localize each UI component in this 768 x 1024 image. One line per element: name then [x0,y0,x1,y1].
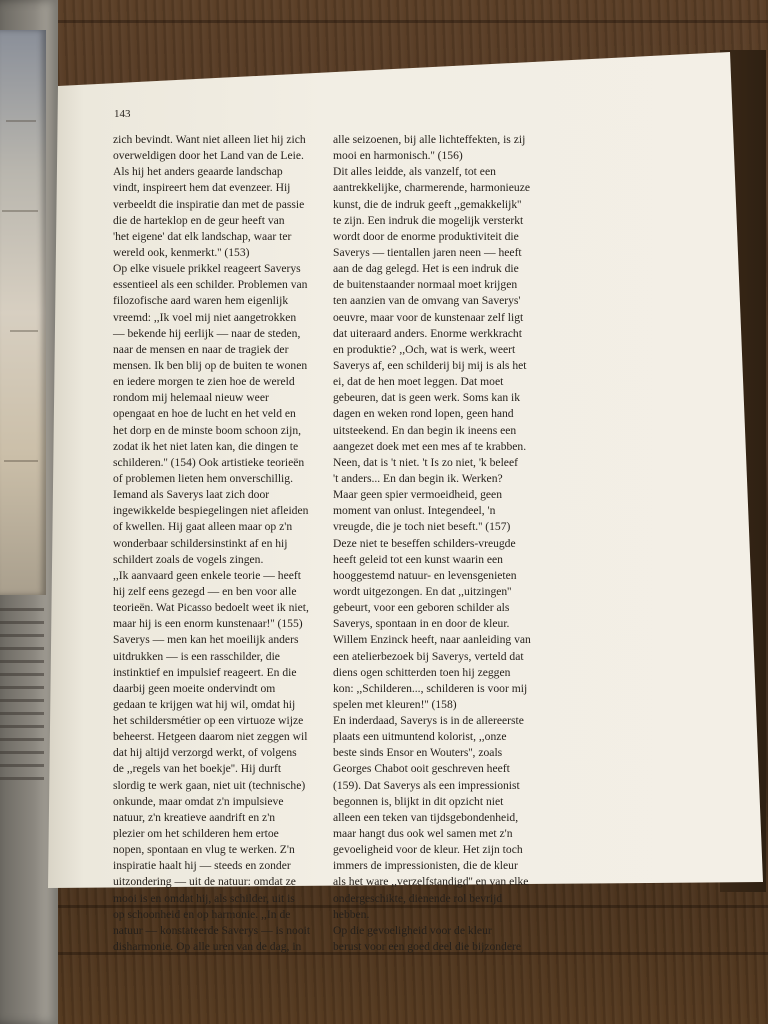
text-line: beste sinds Ensor en Wouters'', zoals [333,746,503,760]
text-line: een atelierbezoek bij Saverys, verteld dat [333,649,524,663]
text-line: nopen, spontaan en vlug te werken. Z'n [113,843,295,857]
text-line: disharmonie. Op alle uren van de dag, in [113,940,302,954]
text-line: ei, dat de hen moet leggen. Dat moet [333,375,504,389]
text-line: opengaat en hoe de lucht en het veld en [113,407,296,421]
text-line: of kwellen. Hij gaat alleen maar op z'n [113,520,293,534]
text-line: Saverys — men kan het moeilijk anders [113,633,299,647]
text-line: gedaan te krijgen wat hij wil, omdat hij [113,697,296,711]
text-line: aangezet doek met een mes af te krabben. [333,439,527,453]
text-line: dat hij altijd verzorgd werkt, of volgens [113,746,297,760]
text-line: daarbij geen moeite ondervindt om [113,681,276,695]
text-line: essentieel als een schilder. Problemen van [113,278,308,292]
text-line: aantrekkelijke, charmerende, harmonieuze [333,181,530,195]
text-line: plezier om het schilderen hem ertoe [113,827,279,841]
text-line: Op elke visuele prikkel reageert Saverys [113,262,301,276]
text-line: het dorp en de minste boom schoon zijn, [113,423,302,437]
text-line: zich bevindt. Want niet alleen liet hij zich [113,133,306,146]
text-line: oeuvre, maar voor de kunstenaar zelf ligt [333,310,524,324]
text-line: uitzondering — uit de natuur: omdat ze [113,875,296,889]
text-line: gevoeligheid voor de kleur. Het zijn toch [333,843,523,857]
text-line: dat uiteraard anders. Enorme werkkracht [333,326,522,340]
text-line: kon: ,,Schilderen..., schilderen is voor mij [333,681,528,695]
text-line: berust voor een goed deel die bijzondere [333,940,522,954]
text-line: hij zelf eens gezegd — en ben voor alle [113,584,297,598]
text-line: dagen en weken rond lopen, geen hand [333,407,514,421]
text-line: Maar geen spier vermoeidheid, geen [333,488,503,502]
text-line: slordig te werk gaan, niet uit (technische) [113,778,306,792]
text-line: alleen een teken van tijdsgebondenheid, [333,810,519,824]
text-line: begonnen is, blijkt in dit opzicht niet [333,794,504,808]
text-line: inspiratie haalt hij — steeds en zonder [113,859,291,873]
text-line: Georges Chabot ooit geschreven heeft [333,762,510,776]
text-line: natuur, z'n kreatieve aandrift en z'n [113,810,276,824]
text-line: Dit alles leidde, als vanzelf, tot een [333,165,496,179]
text-line: Saverys, spontaan in en door de kleur. [333,617,510,631]
text-line: teorieën. Wat Picasso bedoelt weet ik niet, [113,601,309,615]
text-line: wonderbaar schildersinstinkt af en hij [113,536,288,550]
text-line: maar hangt dus ook wel samen met z'n [333,827,513,841]
text-line: spelen met kleuren!'' (158) [333,697,457,711]
text-line: zodat ik het niet laten kan, die dingen te [113,439,299,453]
text-line: Deze niet te beseffen schilders-vreugde [333,536,516,550]
text-line: en produktie? ,,Och, wat is werk, weert [333,342,516,356]
text-line: die de harteklop en de geur heeft van [113,213,285,227]
text-line: schildert zoals de vogels zingen. [113,552,264,566]
text-line: 't anders... En dan begin ik. Werken? [333,471,503,485]
text-line: vreemd: ,,Ik voel mij niet aangetrokken [113,310,297,324]
text-line: maar hij is een enorm kunstenaar!'' (155) [113,617,303,631]
text-line: of problemen lieten hem onverschillig. [113,471,293,485]
text-line: diens ogen schitterden toen hij zeggen [333,665,511,679]
text-line: te zijn. Een indruk die mogelijk versterkt [333,213,524,227]
text-line: naar de mensen en naar de tragiek der [113,342,289,356]
text-line: op schoonheid en op harmonie. ,,In de [113,907,291,921]
facing-page-text [0,600,44,900]
text-line: En inderdaad, Saverys is in de allereerste [333,714,524,728]
text-line: ten aanzien van de omvang van Saverys' [333,294,521,308]
text-line: vindt, inspireert hem dat evenzeer. Hij [113,181,291,195]
text-line: schilderen.'' (154) Ook artistieke teorieën [113,455,305,469]
text-line: Iemand als Saverys laat zich door [113,488,270,502]
text-line: en iedere morgen te zien hoe de wereld [113,375,295,389]
text-line: mensen. Ik ben blij op de buiten te wonen [113,358,308,372]
text-line: mooi is en omdat hij, als schilder, uit is [113,891,295,905]
text-line: hebben. [333,907,370,921]
text-line: ondergeschikte, dienende rol bevrijd [333,891,503,905]
text-line: heeft geleid tot een kunst waarin een [333,552,503,566]
facing-page-illustration [0,30,46,595]
text-line: ingewikkelde bespiegelingen niet afleiden [113,504,309,518]
page-number: 143 [114,108,131,120]
text-line: ,,Ik aanvaard geen enkele teorie — heeft [113,568,301,582]
text-line: Als hij het anders geaarde landschap [113,165,283,179]
text-line: hooggestemd natuur- en levensgenieten [333,568,517,582]
text-line: Op die gevoeligheid voor de kleur [333,923,492,937]
text-line: (159). Dat Saverys als een impressionist [333,778,520,792]
text-line: als het ware ,,verzelfstandigd'' en van elke [333,875,529,889]
text-line: instinktief en impulsief reageert. En die [113,665,297,679]
text-line: verbeeldt die inspiratie dan met de passie [113,197,305,211]
text-line: 'het eigene' dat elk landschap, waar ter [113,229,292,243]
text-line: wordt uitgezongen. En dat ,,uitzingen'' [333,584,512,598]
text-line: wordt door de enorme produktiviteit die [333,229,519,243]
text-line: moment van onlust. Integendeel, 'n [333,504,496,518]
table-grain [0,20,768,23]
text-line: vreugde, die je toch niet beseft.'' (157) [333,520,511,534]
text-line: rondom mij helemaal nieuw weer [113,391,269,405]
text-line: Willem Enzinck heeft, naar aanleiding van [333,633,531,647]
text-line: het schildersmétier op een virtuoze wijze [113,714,304,728]
text-line: gebeuren, dat is geen werk. Soms kan ik [333,391,521,405]
text-line: de ,,regels van het boekje''. Hij durft [113,762,282,776]
text-column-right [333,132,563,955]
text-line: plaats een uitmuntend kolorist, ,,onze [333,730,507,744]
text-line: wereld ook, kenmerkt.'' (153) [113,245,250,259]
text-line: filozofische aard waren hem eigenlijk [113,294,289,308]
text-line: onkunde, maar omdat z'n impulsieve [113,794,284,808]
text-line: beheerst. Hetgeen daarom niet zeggen wil [113,730,308,744]
text-line: Saverys — tientallen jaren neen — heeft [333,245,522,259]
text-line: natuur — konstateerde Saverys — is nooit [113,923,311,937]
text-line: — bekende hij eerlijk — naar de steden, [113,326,301,340]
text-line: gebeurt, voor een geboren schilder als [333,601,510,615]
text-line: Neen, dat is 't niet. 't Is zo niet, 'k beleef [333,455,518,469]
text-column-left [113,132,315,955]
text-line: uitdrukken — is een rasschilder, die [113,649,280,663]
text-line: immers de impressionisten, die de kleur [333,859,518,873]
text-line: alle seizoenen, bij alle lichteffekten, is zij [333,133,526,146]
text-line: Saverys af, een schilderij bij mij is als het [333,358,527,372]
text-line: kunst, die de indruk geeft ,,gemakkelijk'' [333,197,522,211]
text-line: mooi en harmonisch.'' (156) [333,149,463,163]
text-line: uitsteekend. En dan begin ik ineens een [333,423,517,437]
text-line: aan de dag gelegd. Het is een indruk die [333,262,519,276]
text-line: de buitenstaander normaal moet krijgen [333,278,518,292]
text-line: overweldigen door het Land van de Leie. [113,149,304,163]
